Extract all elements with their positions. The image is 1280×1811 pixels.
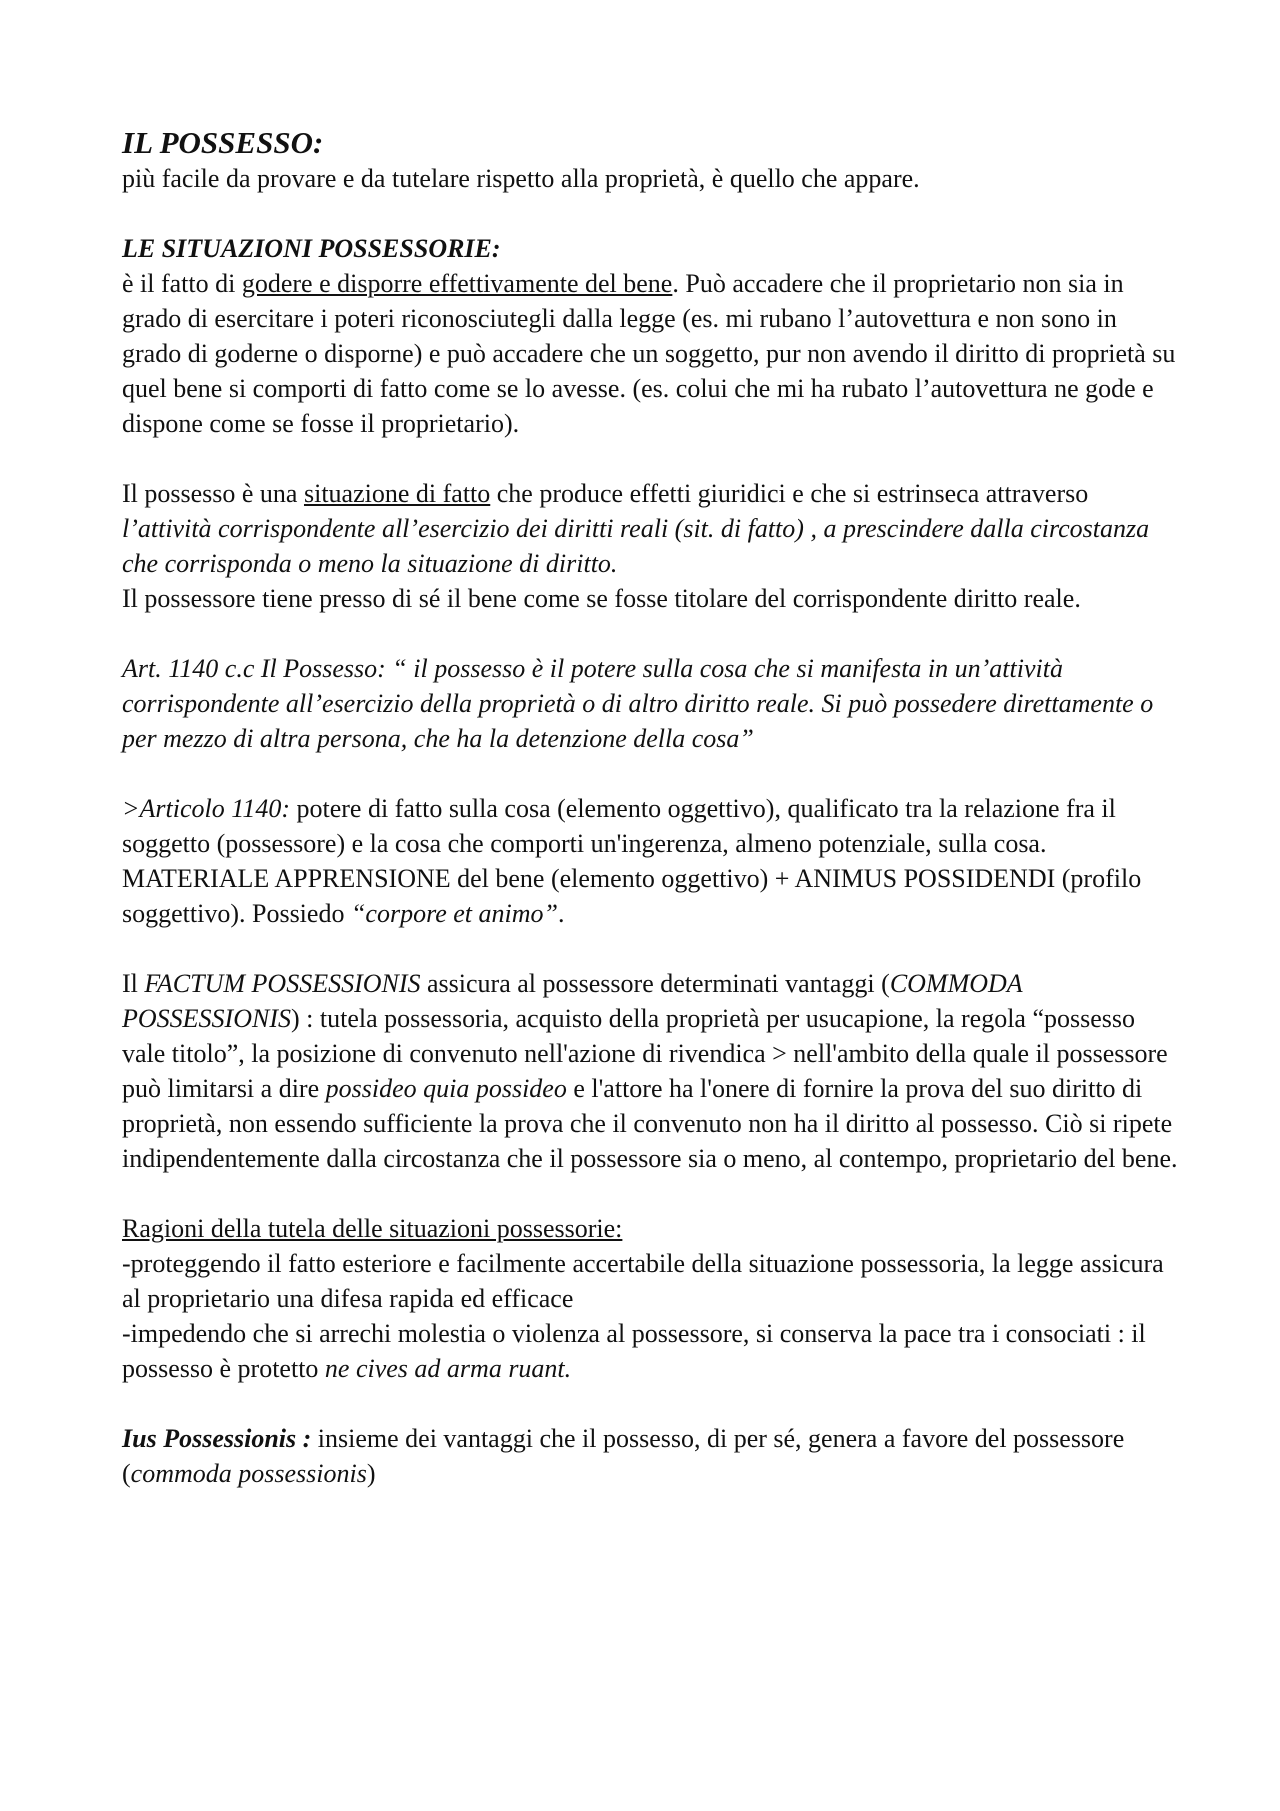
text-run: Il xyxy=(122,969,145,998)
text-run: ) xyxy=(366,1459,376,1488)
italic-text: >Articolo 1140: xyxy=(122,794,290,823)
italic-text: ne cives ad arma ruant. xyxy=(324,1354,572,1383)
paragraph-ius-possessionis xyxy=(122,1421,1182,1491)
underlined-text: godere e disporre effettivamente del bene xyxy=(241,269,673,298)
spacer xyxy=(122,196,1182,231)
list-item: -proteggendo il fatto esteriore e facilmente accertabile della situazione possessoria, la legge assicura al proprietario una difesa rapida ed efficace xyxy=(122,1249,1164,1313)
italic-text: FACTUM POSSESSIONIS xyxy=(144,969,421,998)
text-run: che produce effetti giuridici e che si estrinseca attraverso xyxy=(490,479,1089,508)
italic-text: possideo quia possideo xyxy=(325,1074,567,1103)
text-run: è il fatto di xyxy=(122,269,242,298)
spacer xyxy=(122,616,1182,651)
intro-paragraph: più facile da provare e da tutelare rispetto alla proprietà, è quello che appare. xyxy=(122,164,920,193)
paragraph-possessore: Il possessore tiene presso di sé il bene come se fosse titolare del corrispondente diritto reale. xyxy=(122,584,1081,613)
paragraph-factum xyxy=(122,966,1182,1176)
text-run: insieme dei vantaggi che il possesso, di per sé, genera a favore del possessore ( xyxy=(122,1424,1125,1488)
text-run: MATERIALE APPRENSIONE del bene (elemento oggettivo) + ANIMUS POSSIDENDI (profilo soggettivo). Possiedo xyxy=(122,864,1142,928)
text-run: . xyxy=(558,899,565,928)
section-heading-situazioni: LE SITUAZIONI POSSESSORIE: xyxy=(122,234,501,263)
article-quote: Art. 1140 c.c Il Possesso: “ il possesso è il potere sulla cosa che si manifesta in un’attività corrispondente all’esercizio della proprietà o di altro diritto reale. Si può possedere direttamente o per mezzo di altra persona, che ha la detenzione della cosa” xyxy=(122,654,1154,753)
underlined-text: situazione di fatto xyxy=(303,479,491,508)
italic-text: COMMODA POSSESSIONIS xyxy=(122,969,1023,1033)
bold-italic-term: Ius Possessionis : xyxy=(122,1424,312,1453)
spacer xyxy=(122,756,1182,791)
italic-text: “corpore et animo” xyxy=(350,899,558,928)
paragraph-situazioni xyxy=(122,266,1182,441)
text-run: potere di fatto sulla cosa (elemento oggettivo), qualificato tra la relazione fra il soggetto (possessore) e la cosa che comporti un'ingerenza, almeno potenziale, sulla cosa. xyxy=(122,794,1116,858)
spacer xyxy=(122,1386,1182,1421)
list-item xyxy=(122,1316,1182,1386)
document-title: IL POSSESSO: xyxy=(122,125,324,160)
text-run: -impedendo che si arrechi molestia o violenza al possessore, si conserva la pace tra i consociati : il possesso è protetto xyxy=(122,1319,1146,1383)
spacer xyxy=(122,1176,1182,1211)
section-heading-ragioni: Ragioni della tutela delle situazioni possessorie: xyxy=(122,1214,623,1243)
italic-text: l’attività corrispondente all’esercizio dei diritti reali (sit. di fatto) , a prescindere dalla circostanza che corrisponda o meno la situazione di diritto. xyxy=(122,514,1150,578)
paragraph-articolo-1140 xyxy=(122,791,1182,861)
text-run: . Può accadere che il proprietario non sia in grado di esercitare i poteri riconosciutegli dalla legge (es. mi rubano l’autovettura e non sono in grado di goderne o disporne) e può accadere che un soggetto, pur non avendo il diritto di proprietà su quel bene si comporti di fatto come se lo avesse. (es. colui che mi ha rubato l’autovettura ne gode e dispone come se fosse il proprietario). xyxy=(122,269,1176,438)
text-run: e l'attore ha l'onere di fornire la prova del suo diritto di proprietà, non essendo sufficiente la prova che il convenuto non ha il diritto al possesso. Ciò si ripete indipendentemente dalla circostanza che il possessore sia o meno, al contempo, proprietario del bene. xyxy=(122,1074,1178,1173)
spacer xyxy=(122,441,1182,476)
text-run: ) : tutela possessoria, acquisto della proprietà per usucapione, la regola “possesso vale titolo”, la posizione di convenuto nell'azione di rivendica > nell'ambito della quale il possessore può limitarsi a dire xyxy=(122,1004,1168,1103)
document-page xyxy=(122,124,1182,1491)
paragraph-animus xyxy=(122,861,1182,931)
italic-text: commoda possessionis xyxy=(130,1459,367,1488)
spacer xyxy=(122,931,1182,966)
text-run: Il possesso è una xyxy=(122,479,304,508)
text-run: assicura al possessore determinati vantaggi ( xyxy=(420,969,890,998)
paragraph-possesso-definizione xyxy=(122,476,1182,581)
